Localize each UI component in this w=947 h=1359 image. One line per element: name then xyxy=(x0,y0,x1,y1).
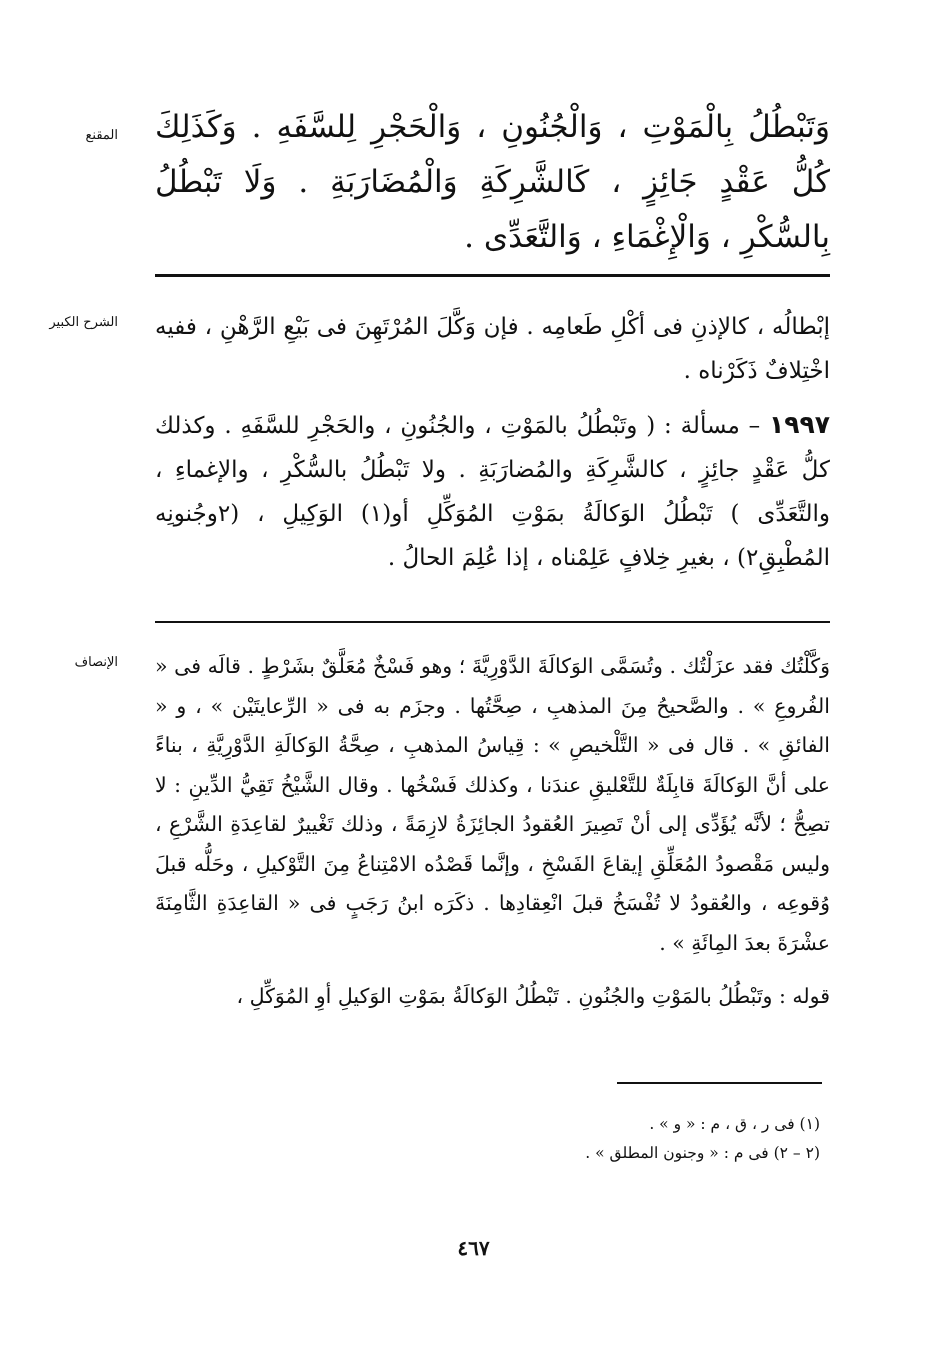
masala-number: ١٩٩٧ xyxy=(768,410,831,439)
section-divider-thick xyxy=(155,274,830,277)
sharh-text-block xyxy=(155,305,830,580)
insaf-text-block xyxy=(155,647,830,1017)
section-label-muqni: المقنع xyxy=(85,128,118,143)
section-label-insaf: الإنصاف xyxy=(74,655,118,670)
muqni-text: وَتَبْطُلُ بِالْمَوْتِ ، وَالْجُنُونِ ، وَالْحَجْرِ لِلسَّفَهِ . وَكَذَلِكَ كُلُّ عَقْدٍ جَائِزٍ ، كَالشَّرِكَةِ وَالْمُضَارَبَةِ . وَلَا تَبْطُلُ بِالسُّكْرِ ، وَالْإِغْمَاءِ ، وَالتَّعَدِّى . xyxy=(155,109,830,255)
masala-text: – مسألة : ( وتَبْطُلُ بالمَوْتِ ، والجُنُونِ ، والحَجْرِ للسَّفَهِ . وكذلك كلُّ عَقْدٍ جائِزٍ ، كالشَّرِكَةِ والمُضارَبَةِ . ولا تَبْطُلُ بالسُّكْرِ ، والإغماءِ ، والتَّعَدِّى ) تَبْطُلُ الوَكالَةُ بمَوْتِ المُوَكِّلِ أو(١) الوَكِيلِ ، (٢وجُنونِه المُطْبِقِ٢) ، بغيرِ خِلافٍ عَلِمْناه ، إذا عُلِمَ الحالُ . xyxy=(155,413,830,571)
footnote-2: (٢ – ٢) فى م : « وجنون المطلق » . xyxy=(585,1144,820,1162)
insaf-paragraph-2: قوله : وتَبْطُلُ بالمَوْتِ والجُنُونِ . تَبْطُلُ الوَكالَةُ بمَوْتِ الوَكيلِ أوِ المُوَكِّلِ ، xyxy=(236,984,830,1008)
page-number: ٤٦٧ xyxy=(457,1236,490,1260)
section-divider-thin xyxy=(155,621,830,623)
muqni-text-block xyxy=(155,100,830,265)
insaf-paragraph-1: وَكَّلْتُك فقد عزَلْتُك . وتُسَمَّى الوَكالَةَ الدَّوْرِيَّةَ ؛ وهو فَسْخٌ مُعَلَّقٌ بشَرْطٍ . قالَه فى « الفُروعِ » . والصَّحيحُ مِنَ المذهبِ ، صِحَّتُها . وجزَم به فى « الرِّعايتَيْن » ، و « الفائقِ » . قال فى « التَّلْخيصِ » : قِياسُ المذهبِ ، صِحَّةُ الوَكالَةِ الدَّوْرِيَّةِ ، بناءً على أنَّ الوَكالَةَ قابِلَةٌ للتَّعْليقِ عندَنا ، وكذلك فَسْخُها . وقال الشَّيْخُ تَقِيُّ الدِّينِ : لا تصِحُّ ؛ لأنَّه يُؤَدِّى إلى أنْ تَصِيرَ العُقودُ الجائِزَةُ لازِمَةً ، وذلك تَغْييرٌ لقاعِدَةِ الشَّرْعِ ، وليس مَقْصودُ المُعَلِّقِ إيقاعَ الفَسْخِ ، وإنَّما قَصْدُه الامْتِناعُ مِنَ التَّوْكيلِ ، وحَلُّه قبلَ وُقوعِه ، والعُقودُ لا تُفْسَخُ قبلَ انْعِقادِها . ذكَرَه ابنُ رَجَبٍ فى « القاعِدَةِ الثَّامِنَةَ عشْرَةَ بعدَ المِائَةِ » . xyxy=(155,654,830,955)
sharh-intro: إبْطالُه ، كالإذنِ فى أكْلِ طَعامِه . فإن وَكَّلَ المُرْتَهِنَ فى بَيْعِ الرَّهْنِ ، ففيه اخْتِلافٌ ذَكَرْناه . xyxy=(155,314,830,384)
footnote-1: (١) فى ر ، ق ، م : « و » . xyxy=(649,1115,820,1133)
footnotes xyxy=(520,1110,820,1168)
footnote-divider xyxy=(617,1082,822,1084)
masala-paragraph xyxy=(155,403,830,580)
section-label-sharh: الشرح الكبير xyxy=(49,315,118,330)
